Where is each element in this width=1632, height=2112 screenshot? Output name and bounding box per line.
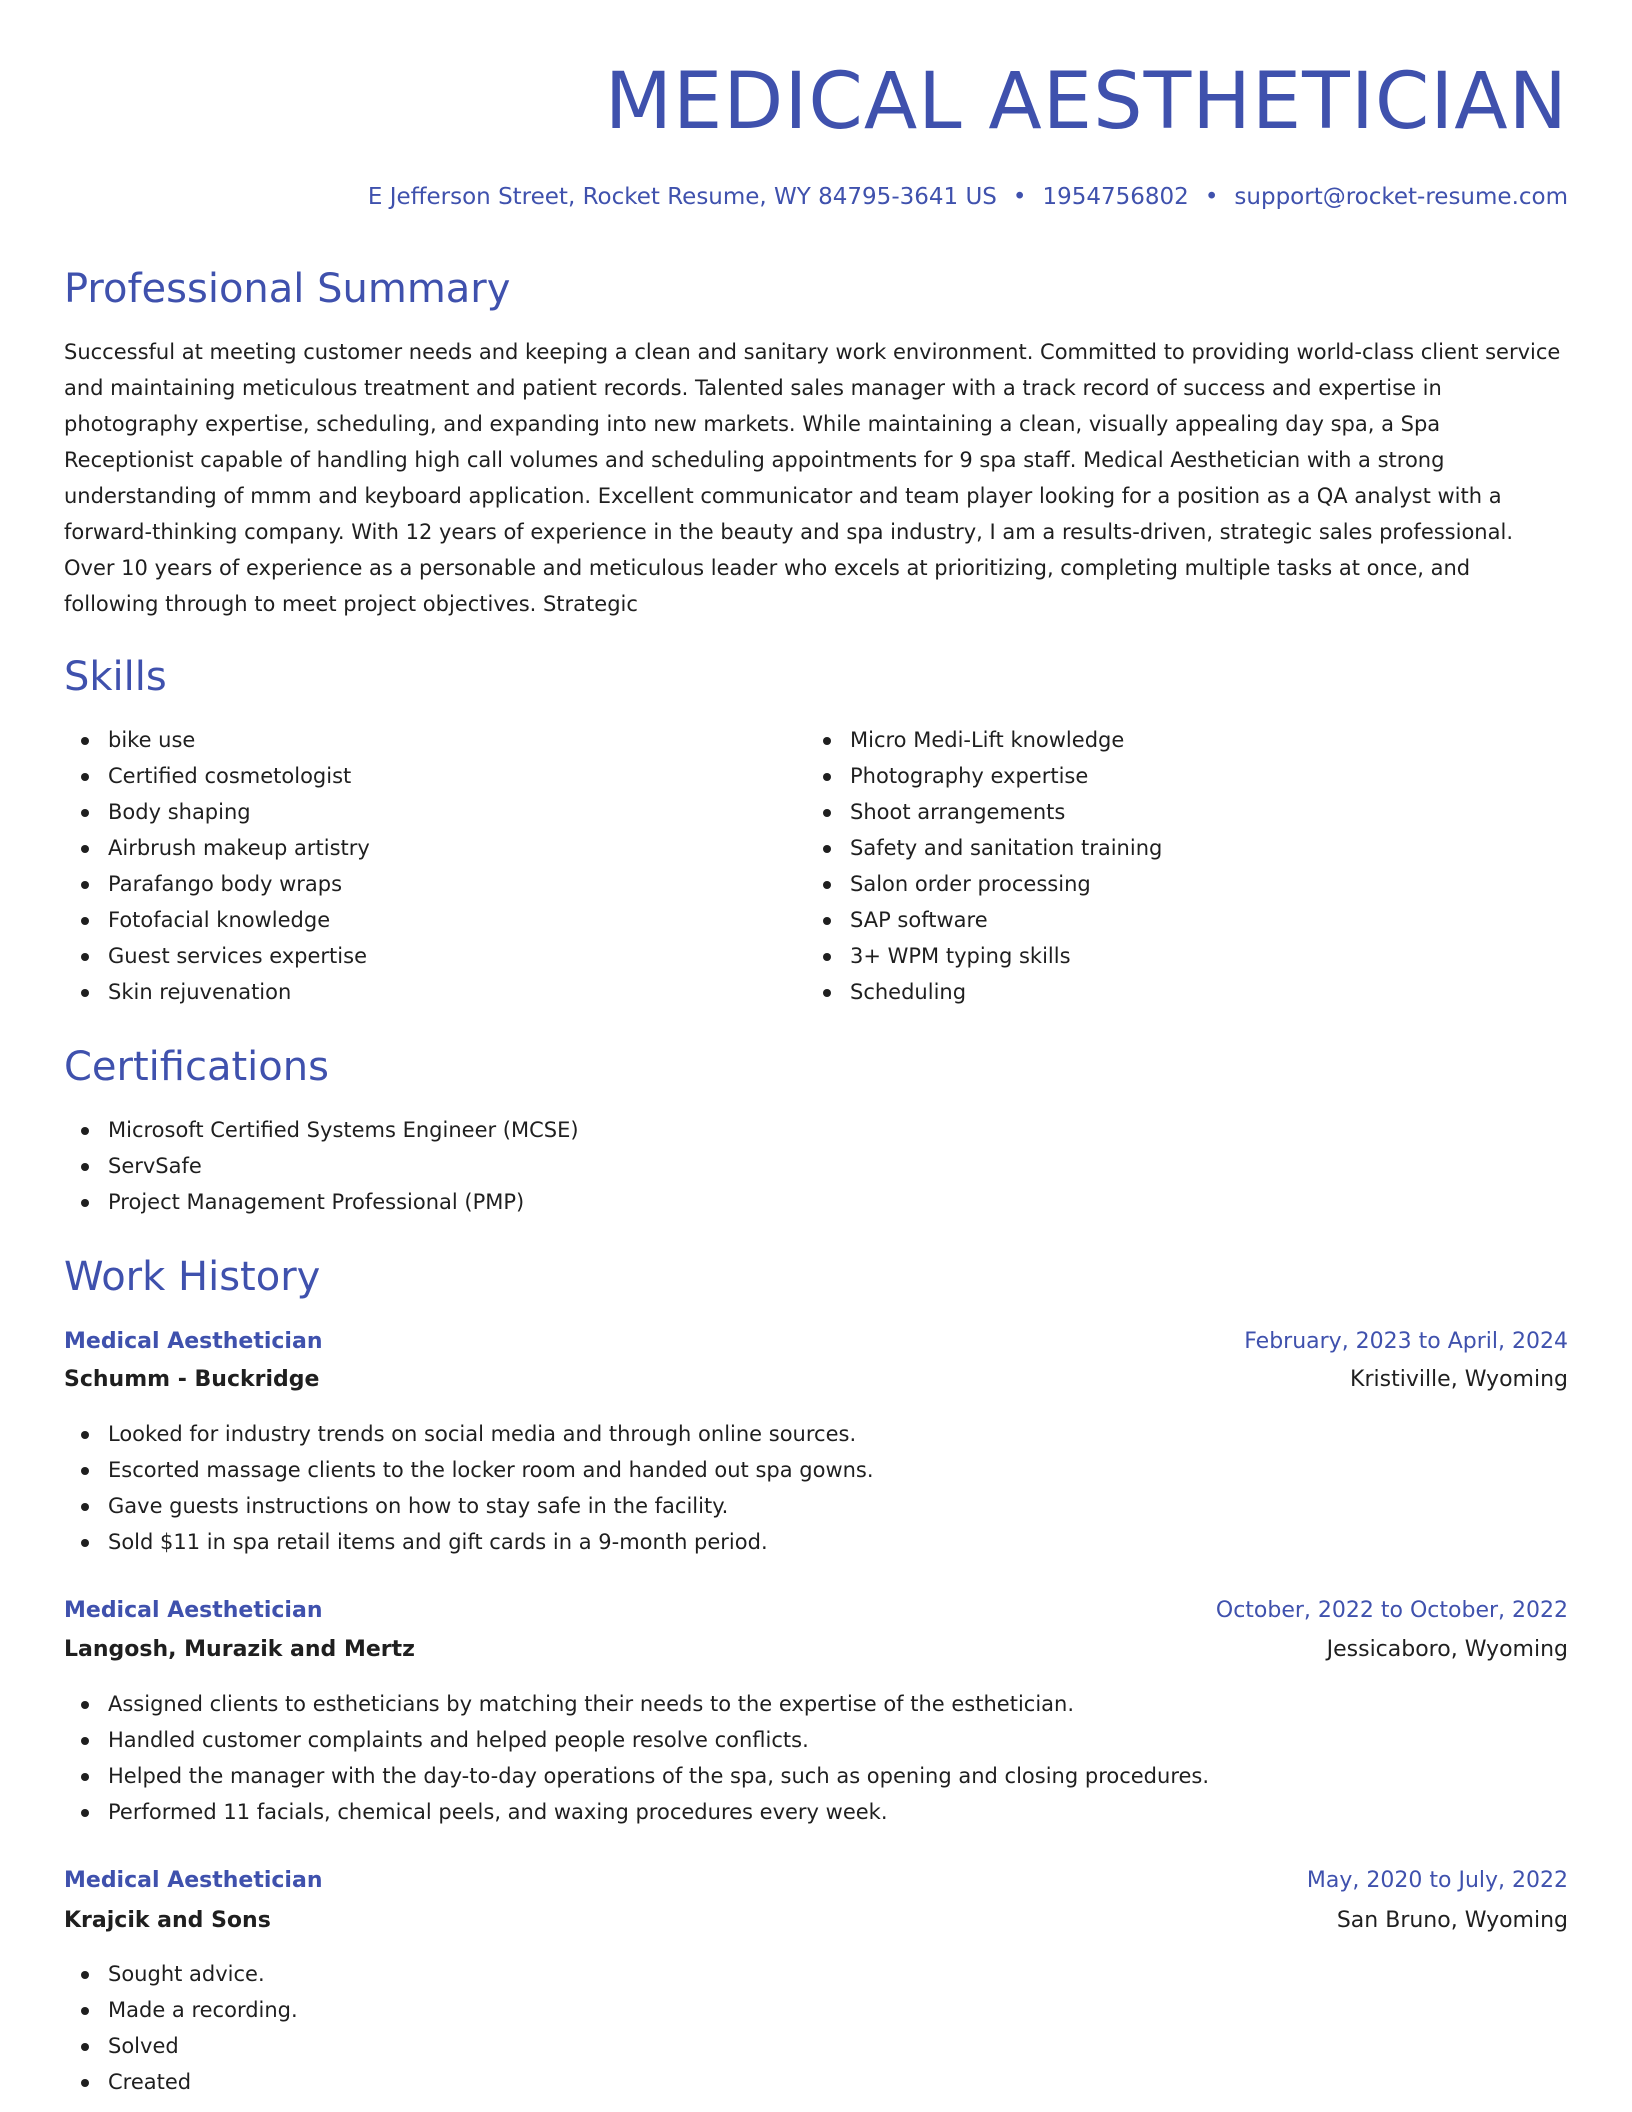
list-item: Handled customer complaints and helped people resolve conflicts. — [64, 1722, 1209, 1758]
list-item: Body shaping — [64, 794, 370, 830]
list-item: Parafango body wraps — [64, 866, 370, 902]
job-dates: February, 2023 to April, 2024 — [1244, 1329, 1568, 1354]
list-item: Certified cosmetologist — [64, 758, 370, 794]
job-header — [64, 1593, 1568, 1629]
list-item: Airbrush makeup artistry — [64, 830, 370, 866]
job-company: Schumm - Buckridge — [64, 1367, 320, 1392]
skills-list-left — [64, 722, 370, 1010]
skills-heading: Skills — [64, 654, 167, 700]
list-item: ServSafe — [64, 1148, 579, 1184]
list-item: 3+ WPM typing skills — [806, 938, 1162, 974]
list-item: Fotofacial knowledge — [64, 902, 370, 938]
contact-separator: • — [1012, 184, 1027, 210]
job-location: San Bruno, Wyoming — [1336, 1908, 1568, 1933]
list-item: Skin rejuvenation — [64, 974, 370, 1010]
list-item: Created — [64, 2064, 298, 2100]
list-item: Guest services expertise — [64, 938, 370, 974]
job-bullets — [64, 1416, 874, 1560]
resume-name: MEDICAL AESTHETICIAN — [604, 57, 1568, 147]
list-item: Photography expertise — [806, 758, 1162, 794]
list-item: Project Management Professional (PMP) — [64, 1184, 579, 1220]
certifications-list — [64, 1112, 579, 1220]
list-item: Microsoft Certified Systems Engineer (MCSE) — [64, 1112, 579, 1148]
job-subheader — [64, 1903, 1568, 1939]
job-company: Krajcik and Sons — [64, 1908, 271, 1933]
job-bullets — [64, 1686, 1209, 1830]
summary-text: Successful at meeting customer needs and keeping a clean and sanitary work environment. Committed to providing world-class client service and maintaining meticulous treatment and patient records. Talented sales manager with a track record of success and expertise in photography expertise, scheduling, and expanding into new markets. While maintaining a clean, visually appealing day spa, a Spa Receptionist capable of handling high call volumes and scheduling appointments for 9 spa staff. Medical Aesthetician with a strong understanding of mmm and keyboard application. Excellent communicator and team player looking for a position as a QA analyst with a forward-thinking company. With 12 years of experience in the beauty and spa industry, I am a results-driven, strategic sales professional. Over 10 years of experience as a personable and meticulous leader who excels at prioritizing, completing multiple tasks at once, and following through to meet project objectives. Strategic — [64, 340, 1561, 616]
job-bullets — [64, 1956, 298, 2100]
list-item: Gave guests instructions on how to stay safe in the facility. — [64, 1488, 874, 1524]
list-item: Scheduling — [806, 974, 1162, 1010]
list-item: Made a recording. — [64, 1992, 298, 2028]
job-header — [64, 1863, 1568, 1899]
list-item: bike use — [64, 722, 370, 758]
contact-separator: • — [1204, 184, 1219, 210]
certifications-heading: Certifications — [64, 1044, 329, 1090]
job-subheader — [64, 1632, 1568, 1668]
list-item: Assigned clients to estheticians by matching their needs to the expertise of the esthetician. — [64, 1686, 1209, 1722]
list-item: Sought advice. — [64, 1956, 298, 1992]
job-location: Kristiville, Wyoming — [1350, 1367, 1568, 1392]
list-item: Looked for industry trends on social media and through online sources. — [64, 1416, 874, 1452]
list-item: Sold $11 in spa retail items and gift cards in a 9-month period. — [64, 1524, 874, 1560]
job-dates: October, 2022 to October, 2022 — [1215, 1598, 1568, 1623]
work-history-heading: Work History — [64, 1254, 321, 1300]
list-item: Micro Medi-Lift knowledge — [806, 722, 1162, 758]
list-item: Performed 11 facials, chemical peels, and waxing procedures every week. — [64, 1794, 1209, 1830]
contact-address: E Jefferson Street, Rocket Resume, WY 84795-3641 US — [367, 184, 997, 210]
list-item: Escorted massage clients to the locker room and handed out spa gowns. — [64, 1452, 874, 1488]
list-item: Helped the manager with the day-to-day operations of the spa, such as opening and closing procedures. — [64, 1758, 1209, 1794]
list-item: Safety and sanitation training — [806, 830, 1162, 866]
list-item: Shoot arrangements — [806, 794, 1162, 830]
contact-phone: 1954756802 — [1042, 184, 1189, 210]
job-title: Medical Aesthetician — [64, 1598, 323, 1623]
job-title: Medical Aesthetician — [64, 1868, 323, 1893]
job-subheader — [64, 1362, 1568, 1398]
list-item: SAP software — [806, 902, 1162, 938]
job-company: Langosh, Murazik and Mertz — [64, 1637, 415, 1662]
list-item: Salon order processing — [806, 866, 1162, 902]
job-header — [64, 1324, 1568, 1360]
job-location: Jessicaboro, Wyoming — [1326, 1637, 1568, 1662]
contact-email[interactable]: support@rocket-resume.com — [1234, 184, 1568, 210]
list-item: Solved — [64, 2028, 298, 2064]
summary-heading: Professional Summary — [64, 266, 511, 312]
skills-list-right — [806, 722, 1162, 1010]
job-title: Medical Aesthetician — [64, 1329, 323, 1354]
job-dates: May, 2020 to July, 2022 — [1306, 1868, 1568, 1893]
contact-line — [368, 180, 1568, 214]
